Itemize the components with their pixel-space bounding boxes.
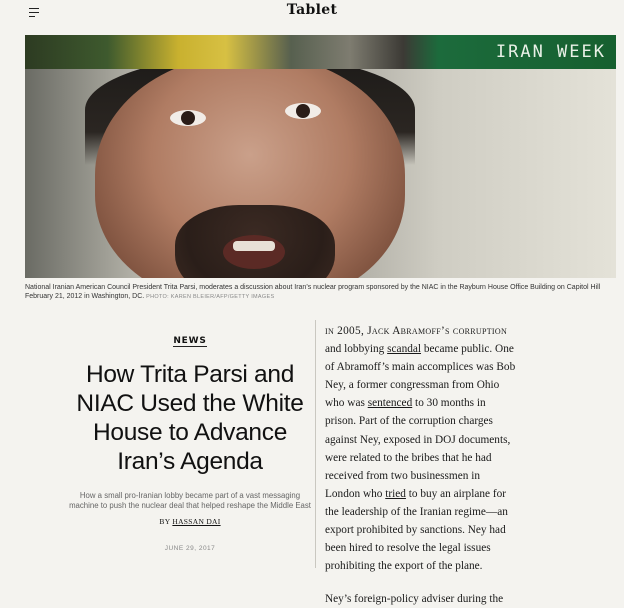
lead-in: in 2005, Jack Abramoff’s corruption xyxy=(325,325,508,337)
link-scandal[interactable]: scandal xyxy=(387,343,422,356)
byline-label: BY xyxy=(159,517,171,526)
hero-eye-left xyxy=(170,110,206,126)
hero-image xyxy=(25,35,616,278)
author-link[interactable]: HASSAN DAI xyxy=(172,517,221,526)
body-text: and lobbying xyxy=(325,343,388,356)
body-paragraph xyxy=(325,322,517,575)
byline xyxy=(68,517,312,526)
banner-title: IRAN WEEK xyxy=(495,42,606,62)
article-title: How Trita Parsi and NIAC Used the White House to Advance Iran’s Agenda xyxy=(76,361,304,475)
article-dek: How a small pro-Iranian lobby became part of a vast messaging machine to push the nuclear deal that helped reshape the Middle East xyxy=(69,491,311,510)
body-text: became public. One of Abramoff’s main accomplices was Bob Ney, a former congressman from Ohio who was xyxy=(325,343,516,410)
article-body xyxy=(325,322,517,608)
iran-week-banner[interactable] xyxy=(25,35,616,69)
hero-mouth xyxy=(223,235,285,269)
category-tag[interactable]: NEWS xyxy=(173,336,207,346)
link-sentenced[interactable]: sentenced xyxy=(367,397,413,410)
top-bar xyxy=(0,0,624,24)
body-text: to 30 months in prison. Part of the corruption charges against Ney, exposed in DOJ documents, were related to the bribes that he had received from two businessmen in London who xyxy=(325,397,511,500)
article-header xyxy=(68,330,312,552)
photo-caption xyxy=(25,283,615,302)
column-divider xyxy=(315,320,316,568)
publish-date: JUNE 29, 2017 xyxy=(164,545,216,552)
body-paragraph: Ney’s foreign-policy adviser during the xyxy=(325,593,504,606)
body-text: to buy an airplane for the leadership of the Iranian regime—an export prohibited by sanctions. Ney had been hired to resolve the legal issues prohibiting the export of the plane. xyxy=(325,487,508,573)
caption-text: National Iranian American Council President Trita Parsi, moderates a discussion about Iran’s nuclear program sponsored by the NIAC in the Rayburn House Office Building on Capitol Hill February 21, 2012 in Washington, DC. xyxy=(25,284,601,300)
photo-credit: PHOTO: KAREN BLEIER/AFP/GETTY IMAGES xyxy=(146,294,275,300)
site-logo[interactable]: Tablet xyxy=(286,2,338,18)
link-tried[interactable]: tried xyxy=(385,487,406,500)
hero-eye-right xyxy=(285,103,321,119)
